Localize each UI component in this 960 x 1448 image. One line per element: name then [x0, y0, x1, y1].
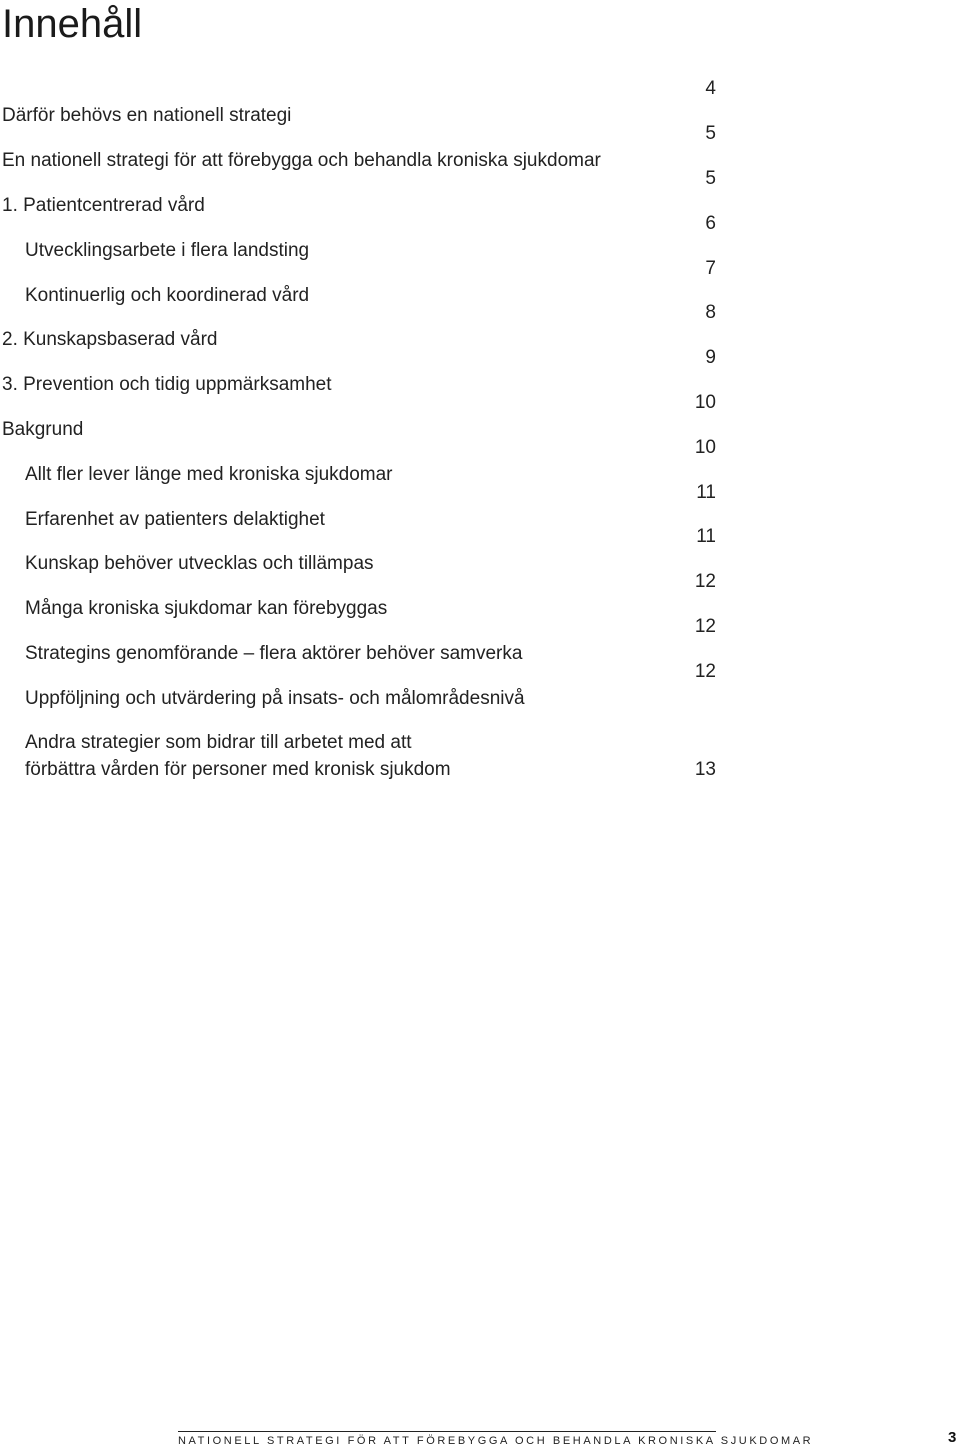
toc-entry-title: Uppföljning och utvärdering på insats- och målområdesnivå [25, 688, 525, 709]
toc-entry[interactable] [0, 729, 716, 783]
toc-entry-page: 12 [694, 616, 716, 637]
toc-entry-page: 12 [694, 661, 716, 682]
toc-entry-page: 10 [694, 437, 716, 458]
toc-entry-page: 6 [705, 213, 716, 234]
toc-entry-page: 13 [694, 759, 716, 780]
toc-entry-title: Utvecklingsarbete i flera landsting [25, 240, 310, 261]
page-number: 3 [948, 1429, 957, 1446]
toc-entry-title: Kontinuerlig och koordinerad vård [25, 285, 310, 306]
toc-entry-title: Bakgrund [2, 419, 84, 440]
page-title: Innehåll [2, 2, 143, 46]
toc-entry-page: 11 [696, 526, 716, 547]
toc-entry-title: Erfarenhet av patienters delaktighet [25, 509, 325, 530]
running-title: NATIONELL STRATEGI FÖR ATT FÖREBYGGA OCH BEHANDLA KRONISKA SJUKDOMAR [178, 1435, 814, 1447]
toc-entry-title: Strategins genomförande – flera aktörer behöver samverka [25, 643, 523, 664]
toc-entry-title: Många kroniska sjukdomar kan förebyggas [25, 598, 388, 619]
toc-entry-page: 8 [705, 302, 716, 323]
toc-entry-page: 11 [696, 482, 716, 503]
toc-entry-page: 5 [705, 123, 716, 144]
toc-entry-page: 9 [705, 347, 716, 368]
toc-entry-title: Kunskap behöver utvecklas och tillämpas [25, 553, 374, 574]
toc-entry-title: 2. Kunskapsbaserad vård [2, 329, 218, 350]
footer-divider [178, 1431, 716, 1432]
toc-entry-title: En nationell strategi för att förebygga och behandla kroniska sjukdomar [2, 150, 601, 171]
toc-entry-page: 10 [694, 392, 716, 413]
toc-entry-title: Allt fler lever länge med kroniska sjukdomar [25, 464, 393, 485]
toc-entry-page: 7 [705, 258, 716, 279]
toc-entry-page: 4 [705, 78, 716, 99]
toc-entry-title: 3. Prevention och tidig uppmärksamhet [2, 374, 332, 395]
toc-entry-title: Därför behövs en nationell strategi [2, 105, 292, 126]
toc-entry-title: 1. Patientcentrerad vård [2, 195, 205, 216]
toc-entry-title: Andra strategier som bidrar till arbetet med att förbättra vården för personer med kronisk sjukdom [25, 732, 451, 780]
toc-entry-page: 12 [694, 571, 716, 592]
toc-entry-page: 5 [705, 168, 716, 189]
